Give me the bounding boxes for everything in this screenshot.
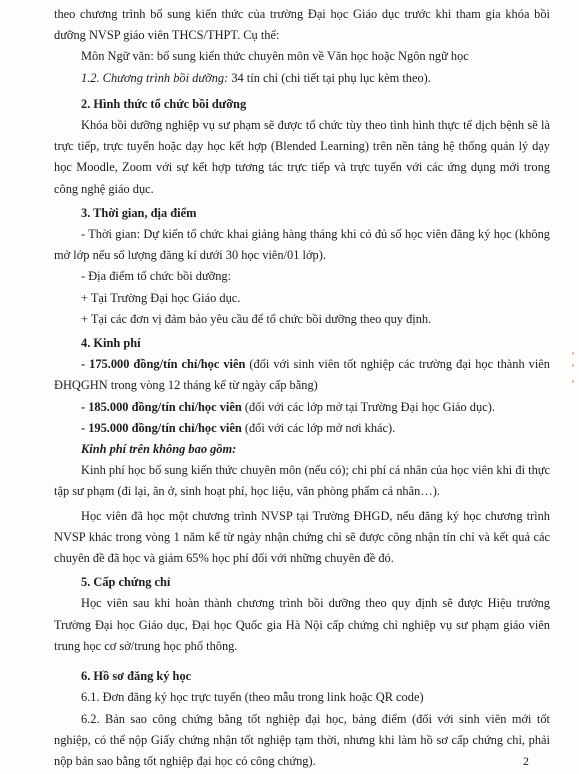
fee-3-amount: - 195.000 đồng/tín chỉ/học viên: [81, 420, 242, 435]
section-3-time: - Thời gian: Dự kiến tổ chức khai giảng hàng tháng khi có đủ số học viên đăng ký học (không mở lớp nếu số lượng đăng kí dưới 30 học viên/01 lớp).: [54, 227, 550, 263]
section-4-heading: 4. Kinh phí: [81, 336, 141, 351]
program-line: [54, 68, 550, 89]
section-3-place-a: + Tại Trường Đại học Giáo dục.: [81, 290, 241, 305]
edge-ink-mark: [572, 352, 574, 355]
edge-ink-mark: [572, 364, 574, 367]
fee-2-note: (đối với các lớp mở tại Trường Đại học Giáo dục).: [241, 399, 495, 414]
section-2-heading: 2. Hình thức tổ chức bồi dưỡng: [81, 96, 247, 111]
mon-ngu-van-line: Môn Ngữ văn: bổ sung kiến thức chuyên môn về Văn học hoặc Ngôn ngữ học: [81, 49, 469, 64]
section-2-body: Khóa bồi dưỡng nghiệp vụ sư phạm sẽ được tổ chức tùy theo tình hình thực tế dịch bệnh sẽ là trực tiếp, trực tuyến hoặc dạy học kết hợp (Blended Learning) trên nền tảng hệ thống quản lý dạy học Moodle, Zoom với sự kết hợp tương tác trực tiếp và trực tuyến với các ứng dụng mới trong công nghệ giáo dục.: [54, 118, 550, 196]
document-body: [54, 4, 550, 772]
intro-paragraph: theo chương trình bổ sung kiến thức của trường Đại học Giáo dục trước khi tham gia khóa bồi dưỡng NVSP giáo viên THCS/THPT. Cụ thể:: [54, 7, 550, 43]
fee-1-note: (đối với sinh viên tốt nghiệp các trường đại học thành viên ĐHQGHN trong vòng 12 tháng kể từ ngày cấp bằng): [54, 357, 550, 393]
section-6-heading: 6. Hồ sơ đăng ký học: [81, 669, 192, 684]
fee-line-1: [54, 354, 550, 396]
excluded-body: Kinh phí học bổ sung kiến thức chuyên môn (nếu có); chi phí cá nhân của học viên khi đi thực tập sư phạm (đi lại, ăn ở, sinh hoạt phí, học liệu, văn phòng phẩm cá nhân…).: [54, 463, 550, 499]
edge-ink-mark: [572, 380, 574, 383]
section-5-heading: 5. Cấp chứng chỉ: [81, 575, 171, 590]
fee-line-3: [54, 418, 550, 439]
fee-2-amount: - 185.000 đồng/tín chỉ/học viên: [81, 399, 242, 414]
fee-line-2: [54, 397, 550, 418]
excluded-heading: Kinh phí trên không bao gồm:: [81, 442, 237, 457]
section-6-item-2: 6.2. Bản sao công chứng bằng tốt nghiệp đại học, bảng điểm (đối với sinh viên mới tốt nghiệp, có thể nộp Giấy chứng nhận tốt nghiệp tạm thời, nhưng khi làm hồ sơ cấp chứng chỉ, phải nộp bản sao bằng tốt nghiệp đại học có công chứng).: [54, 711, 550, 768]
program-label: 1.2. Chương trình bồi dưỡng:: [81, 70, 229, 85]
section-3-heading: 3. Thời gian, địa điểm: [81, 205, 197, 220]
program-value: 34 tín chỉ (chi tiết tại phụ lục kèm theo).: [228, 70, 431, 85]
section-6-item-1: 6.1. Đơn đăng ký học trực tuyến (theo mẫu trong link hoặc QR code): [81, 690, 424, 705]
fee-1-amount: - 175.000 đồng/tín chỉ/học viên: [81, 357, 246, 372]
page-number: 2: [523, 754, 529, 768]
section-5-body: Học viên sau khi hoàn thành chương trình bồi dưỡng theo quy định sẽ được Hiệu trưởng Trường Đại học Giáo dục, Đại học Quốc gia Hà Nội cấp chứng chỉ nghiệp vụ sư phạm giáo viên trung học cơ sở/trung học phổ thông.: [54, 596, 550, 653]
section-3-place: - Địa điểm tổ chức bồi dưỡng:: [81, 269, 232, 284]
fee-3-note: (đối với các lớp mở nơi khác).: [241, 420, 396, 435]
transfer-note: Học viên đã học một chương trình NVSP tại Trường ĐHGD, nếu đăng ký học chương trình NVSP khác trong vòng 1 năm kể từ ngày nhận chứng chỉ sẽ được công nhận tín chỉ và kết quả các chuyên đề đã học và giảm 65% học phí đối với những chuyên đề đó.: [54, 508, 550, 566]
section-3-place-b: + Tại các đơn vị đảm bảo yêu cầu để tổ chức bồi dưỡng theo quy định.: [81, 311, 432, 326]
